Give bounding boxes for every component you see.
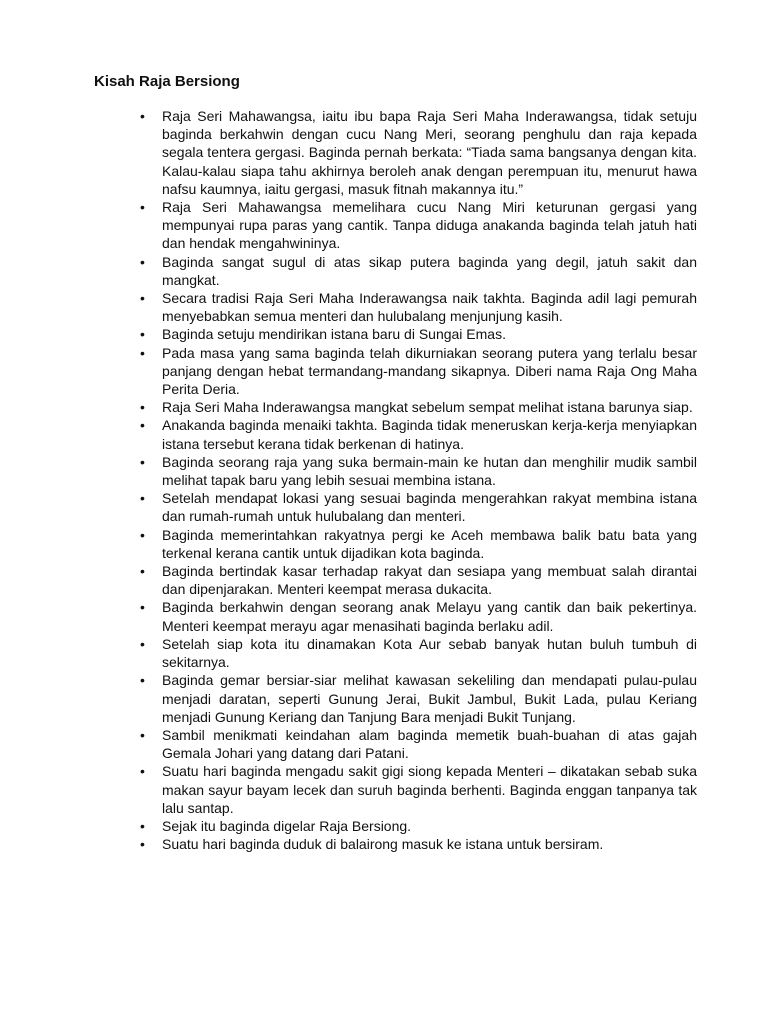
list-item (140, 671, 697, 726)
bullet-icon: • (140, 490, 145, 507)
bullet-icon: • (140, 417, 145, 434)
bullet-icon: • (140, 599, 145, 616)
list-item-text: Baginda gemar bersiar-siar melihat kawasan sekeliling dan mendapati pulau-pulau menjadi daratan, seperti Gunung Jerai, Bukit Jambul, Bukit Lada, pulau Keriang menjadi Gunung Keriang dan Tanjung Bara menjadi Bukit Tunjang. (162, 672, 697, 725)
list-item-text: Suatu hari baginda duduk di balairong masuk ke istana untuk bersiram. (162, 836, 604, 853)
bullet-icon: • (140, 199, 145, 216)
list-item-text: Raja Seri Mahawangsa memelihara cucu Nang Miri keturunan gergasi yang mempunyai rupa paras yang cantik. Tanpa diduga anakanda baginda telah jatuh hati dan hendak mengahwininya. (162, 199, 697, 252)
bullet-icon: • (140, 253, 145, 270)
bullet-icon: • (140, 108, 145, 124)
list-item (140, 835, 697, 853)
bullet-icon: • (140, 526, 145, 543)
list-item-text: Baginda memerintahkan rakyatnya pergi ke Aceh membawa balik batu bata yang terkenal kerana cantik untuk dijadikan kota baginda. (162, 526, 697, 561)
list-item (140, 253, 697, 289)
list-item-text: Baginda bertindak kasar terhadap rakyat dan sesiapa yang membuat salah dirantai dan dipenjarakan. Menteri keempat merasa dukacita. (162, 563, 697, 598)
list-item (140, 762, 697, 817)
bullet-icon: • (140, 290, 145, 307)
list-item-text: Sambil menikmati keindahan alam baginda memetik buah-buahan di atas gajah Gemala Johari yang datang dari Patani. (162, 726, 697, 762)
document-title: Kisah Raja Bersiong (94, 73, 240, 90)
list-item-text: Baginda setuju mendirikan istana baru di Sungai Emas. (162, 326, 506, 343)
list-item (140, 107, 697, 198)
list-item-text: Pada masa yang sama baginda telah dikurniakan seorang putera yang terlalu besar panjang dengan hebat termandang-mandang sikapnya. Diberi nama Raja Ong Maha Perita Deria. (162, 344, 697, 398)
list-item-text: Baginda sangat sugul di atas sikap putera baginda yang degil, jatuh sakit dan mangkat. (162, 253, 697, 288)
list-item-text: Setelah mendapat lokasi yang sesuai baginda mengerahkan rakyat membina istana dan rumah-rumah untuk hulubalang dan menteri. (162, 490, 697, 525)
list-item (140, 562, 697, 598)
bullet-icon: • (140, 672, 145, 689)
bullet-icon: • (140, 563, 145, 580)
bullet-icon: • (140, 817, 145, 834)
list-item-text: Anakanda baginda menaiki takhta. Baginda tidak meneruskan kerja-kerja menyiapkan istana tersebut kerana tidak berkenan di hatinya. (162, 417, 697, 452)
list-item (140, 726, 697, 762)
bullet-icon: • (140, 399, 145, 416)
bullet-icon: • (140, 326, 145, 343)
bullet-list (140, 107, 697, 853)
list-item-text: Raja Seri Maha Inderawangsa mangkat sebelum sempat melihat istana barunya siap. (162, 399, 693, 416)
list-item (140, 344, 697, 399)
bullet-icon: • (140, 836, 145, 853)
bullet-icon: • (140, 453, 145, 470)
list-item-text: Sejak itu baginda digelar Raja Bersiong. (162, 817, 412, 834)
bullet-icon: • (140, 726, 145, 743)
list-item (140, 635, 697, 671)
list-item (140, 289, 697, 325)
list-item (140, 198, 697, 253)
list-item (140, 526, 697, 562)
list-item (140, 325, 697, 343)
list-item (140, 817, 697, 835)
list-item-text: Baginda seorang raja yang suka bermain-main ke hutan dan menghilir mudik sambil melihat tapak baru yang lebih sesuai membina istana. (162, 453, 697, 489)
bullet-icon: • (140, 344, 145, 361)
bullet-icon: • (140, 635, 145, 652)
list-item-text: Raja Seri Mahawangsa, iaitu ibu bapa Raja Seri Maha Inderawangsa, tidak setuju baginda berkahwin dengan cucu Nang Meri, seorang penghulu dan raja kepada segala tentera gergasi. Baginda pernah berkata: “Tiada sama bangsanya dengan kita. Kalau-kalau siapa tahu akhirnya beroleh anak dengan perempuan itu, menurut hawa nafsu kaumnya, iaitu gergasi, masuk fitnah makannya itu.” (162, 108, 697, 197)
list-item (140, 453, 697, 489)
list-item-text: Baginda berkahwin dengan seorang anak Melayu yang cantik dan baik pekertinya. Menteri keempat merayu agar menasihati baginda berlaku adil. (162, 599, 697, 634)
list-item (140, 416, 697, 452)
list-item (140, 398, 697, 416)
list-item (140, 489, 697, 525)
bullet-icon: • (140, 763, 145, 780)
list-item (140, 598, 697, 634)
list-item-text: Setelah siap kota itu dinamakan Kota Aur sebab banyak hutan buluh tumbuh di sekitarnya. (162, 635, 697, 671)
list-item-text: Secara tradisi Raja Seri Maha Inderawangsa naik takhta. Baginda adil lagi pemurah menyebabkan semua menteri dan hulubalang menjunjung kasih. (162, 290, 697, 325)
list-item-text: Suatu hari baginda mengadu sakit gigi siong kepada Menteri – dikatakan sebab suka makan sayur bayam lecek dan suruh baginda berhenti. Baginda enggan tanpanya tak lalu santap. (162, 763, 697, 816)
